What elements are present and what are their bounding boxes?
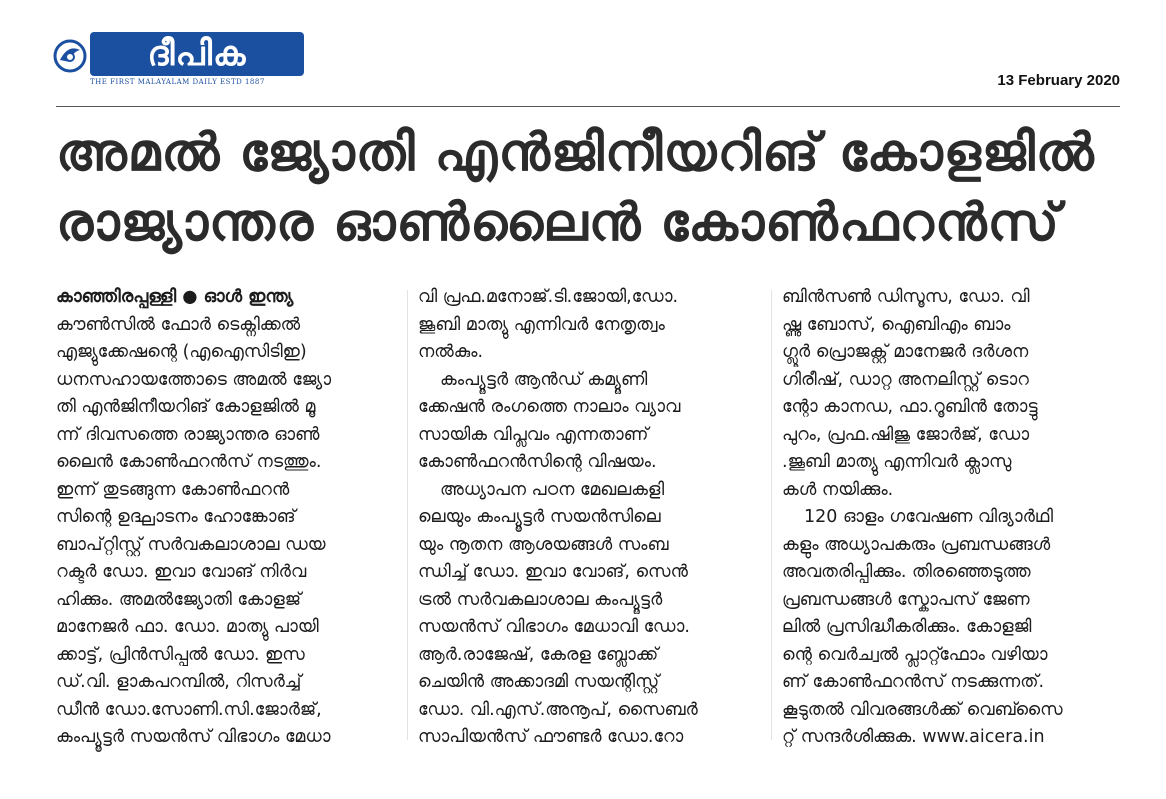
- column-line: എജ്യുക്കേഷന്റെ (എഐസിടിഇ): [56, 342, 307, 362]
- article-column-3: [782, 284, 1122, 752]
- column-line: ലിൽ പ്രസിദ്ധീകരിക്കും. കോളജി: [782, 617, 1032, 637]
- column-line: കൂടുതൽ വിവരങ്ങൾക്ക് വെബ്സൈ: [782, 699, 1063, 720]
- column-line: പുറം, പ്രഫ.ഷിജു ജോർജ്, ഡോ: [782, 424, 1030, 445]
- column-line: കോൺഫറൻസിന്റെ വിഷയം.: [418, 452, 657, 472]
- column-line: തി എൻജിനീയറിങ് കോളജിൽ മൂ: [56, 397, 316, 417]
- column-line: ക്കേഷൻ രംഗത്തെ നാലാം വ്യാവ: [418, 397, 681, 417]
- column-line: സയൻസ് വിഭാഗം മേധാവി ഡോ.: [418, 617, 690, 637]
- article-column-2: [418, 284, 760, 752]
- column-line: ക്കാട്ട്, പ്രിൻസിപ്പൽ ഡോ. ഇസ: [56, 644, 305, 665]
- column-line: ലൈൻ കോൺഫറൻസ് നടത്തും.: [56, 452, 322, 472]
- deepika-lamp-logo-icon: [50, 36, 88, 74]
- column-line: കളും അധ്യാപകരും പ്രബന്ധങ്ങൾ: [782, 534, 1051, 555]
- column-line: ഗ്ലൂർ പ്രൊജക്റ്റ് മാനേജർ ദർശന: [782, 342, 1029, 362]
- column-divider: [771, 290, 772, 740]
- column-line: ണ് കോൺഫറൻസ് നടക്കുന്നത്.: [782, 672, 1045, 692]
- column-line: ന്ന് ദിവസത്തെ രാജ്യാന്തര ഓൺ: [56, 424, 320, 445]
- column-line: റക്ടർ ഡോ. ഇവാ വോങ് നിർവ: [56, 562, 307, 582]
- column-line: മാനേജർ ഫാ. ഡോ. മാത്യു പായി: [56, 617, 319, 637]
- column-line: ബാപ്റ്റിസ്റ്റ് സർവകലാശാല ഡയ: [56, 534, 326, 555]
- column-line: കംപ്യൂട്ടർ സയൻസ് വിഭാഗം മേധാ: [56, 727, 331, 747]
- column-line: 120 ഓളം ഗവേഷണ വിദ്യാർഥി: [804, 507, 1054, 527]
- column-line: ന്റോ കാനഡ, ഫാ.റൂബിൻ തോട്ടു: [782, 397, 1038, 417]
- column-line: ഗിരീഷ്, ഡാറ്റ അനലിസ്റ്റ് ടൊറ: [782, 369, 1029, 390]
- masthead-logo-text: ദീപിക: [147, 34, 247, 74]
- column-line: ഇന്ന് തുടങ്ങുന്ന കോൺഫറൻ: [56, 479, 290, 500]
- column-divider: [407, 290, 408, 740]
- masthead: [50, 28, 315, 90]
- column-line: സാപിയൻസ് ഫൗണ്ടർ ഡോ.റോ: [418, 727, 684, 747]
- column-line: ഹിക്കും. അമൽജ്യോതി കോളജ്: [56, 589, 302, 610]
- column-line: ട്രൽ സർവകലാശാല കംപ്യൂട്ടർ: [418, 589, 663, 610]
- column-line: റ്റ് സന്ദർശിക്കുക. www.aicera.in: [782, 727, 1045, 747]
- column-line: ഷ്ണു ബോസ്, ഐബിഎം ബാം: [782, 314, 1011, 335]
- headline-line-1: അമൽ ജ്യോതി എൻജിനീയറിങ് കോളജിൽ: [56, 123, 1095, 183]
- masthead-tagline: THE FIRST MALAYALAM DAILY ESTD 1887: [90, 78, 265, 86]
- column-line: അവതരിപ്പിക്കും. തിരഞ്ഞെടുത്ത: [782, 562, 1031, 582]
- header-divider: [56, 106, 1120, 107]
- column-line: ബിൻസൺ ഡിസൂസ, ഡോ. വി: [782, 287, 1030, 307]
- column-line: ഡ്.വി. ളാകപറമ്പിൽ, റിസർച്ച്: [56, 672, 302, 692]
- column-line: അധ്യാപന പഠന മേഖലകളി: [440, 479, 665, 500]
- column-line: കൗൺസിൽ ഫോർ ടെക്നിക്കൽ: [56, 314, 301, 335]
- column-line: യും നൂതന ആശയങ്ങൾ സംബ: [418, 534, 669, 555]
- masthead-logo: [90, 32, 304, 76]
- article-column-1: [56, 284, 396, 752]
- column-line: ജൂബി മാത്യു എന്നിവർ നേതൃത്വം: [418, 314, 665, 335]
- column-line: വി പ്രഫ.മനോജ്.ടി.ജോയി,ഡോ.: [418, 287, 679, 307]
- column-line: പ്രബന്ധങ്ങൾ സ്കോപസ് ജേണ: [782, 589, 1030, 610]
- column-line: ന്റെ വെർച്വൽ പ്ലാറ്റ്ഫോം വഴിയാ: [782, 644, 1048, 665]
- column-line: ചെയിൻ അക്കാദമി സയന്റിസ്റ്റ്: [418, 672, 660, 692]
- column-line: സായിക വിപ്ലവം എന്നതാണ്: [418, 424, 649, 445]
- column-line: ന്ധിച്ച് ഡോ. ഇവാ വോങ്, സെൻ: [418, 562, 688, 582]
- column-line: കംപ്യൂട്ടർ ആൻഡ് കമ്യൂണി: [440, 369, 648, 390]
- column-line: കൾ നയിക്കും.: [782, 479, 894, 500]
- column-line: ലെയും കംപ്യൂട്ടർ സയൻസിലെ: [418, 507, 661, 527]
- publication-date: 13 February 2020: [997, 72, 1120, 89]
- column-line: കാഞ്ഞിരപ്പള്ളി ● ഓൾ ഇന്ത്യ: [56, 287, 294, 307]
- column-line: ആർ.രാജേഷ്, കേരള ബ്ലോക്ക്: [418, 644, 659, 665]
- column-line: നൽകും.: [418, 342, 484, 362]
- column-line: ഡോ. വി.എസ്.അനൂപ്, സൈബർ: [418, 699, 698, 720]
- headline-line-2: രാജ്യാന്തര ഓൺലൈൻ കോൺഫറൻസ്: [56, 193, 1060, 253]
- column-line: .ജൂബി മാത്യു എന്നിവർ ക്ലാസു: [782, 452, 1012, 472]
- article-headline: [56, 118, 1116, 258]
- column-line: ഡീൻ ഡോ.സോണി.സി.ജോർജ്,: [56, 699, 322, 720]
- column-line: സിന്റെ ഉദ്ഘാടനം ഹോങ്കോങ്: [56, 507, 296, 527]
- column-line: ധനസഹായത്തോടെ അമൽ ജ്യോ: [56, 369, 332, 390]
